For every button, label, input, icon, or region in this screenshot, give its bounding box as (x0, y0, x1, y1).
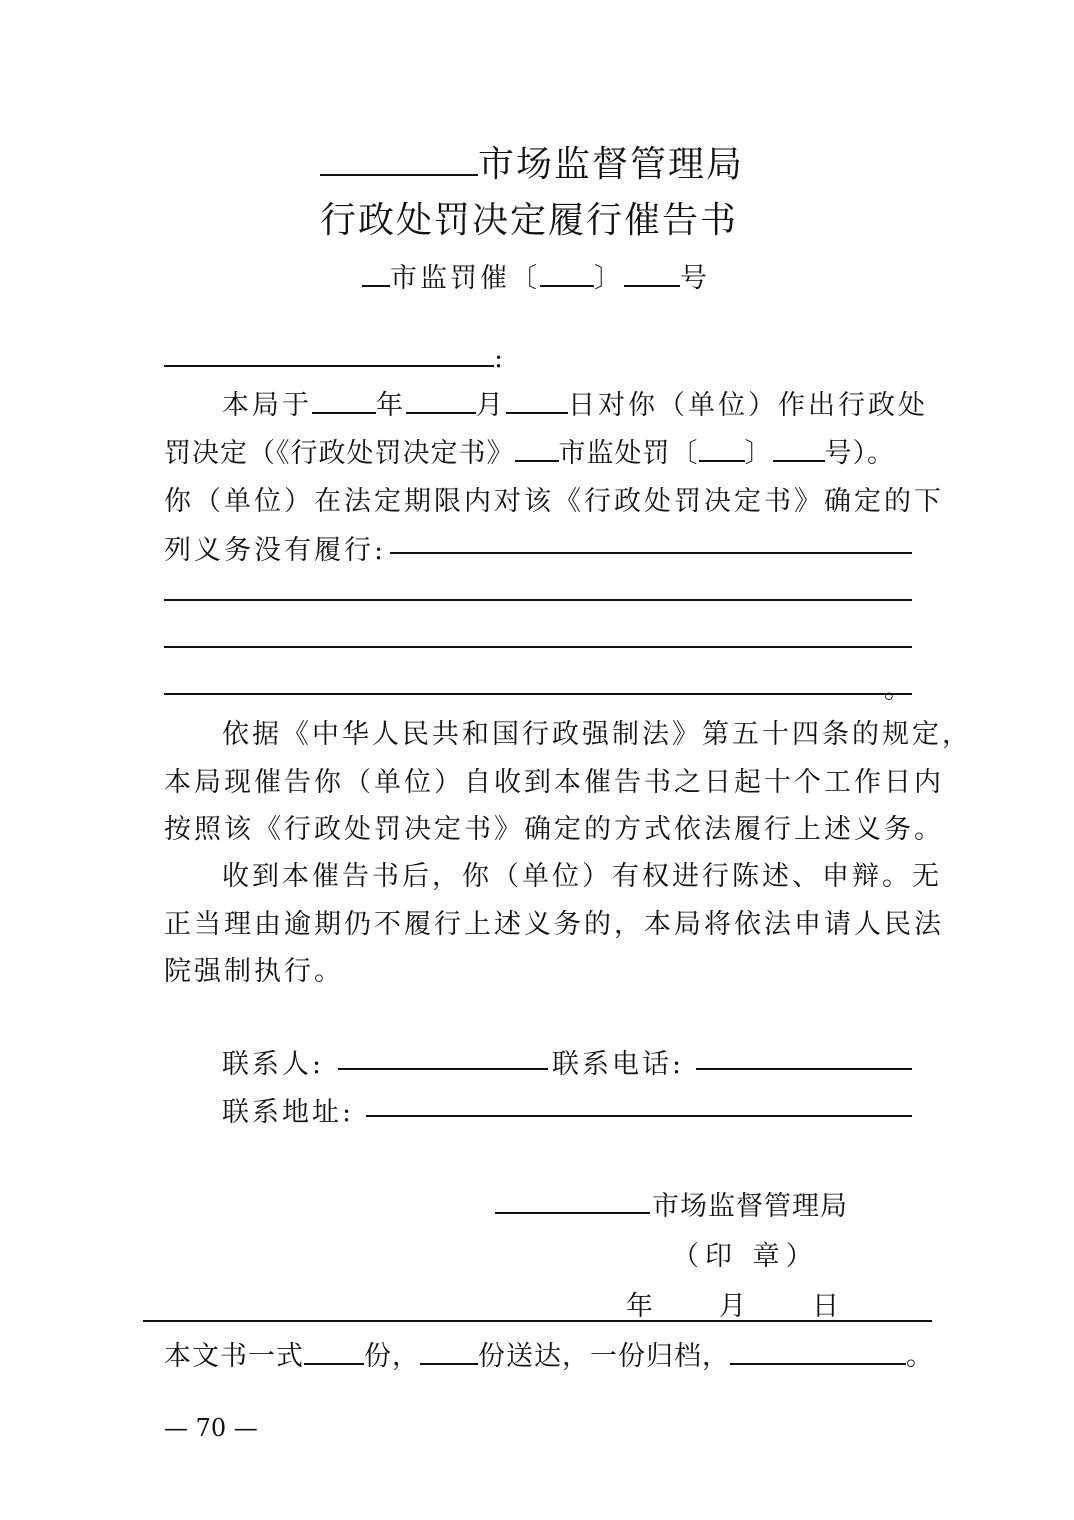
contact-address-label: 联系地址: (222, 1097, 355, 1128)
contact-phone-blank (696, 1068, 912, 1070)
footer-note: 本文书一式 份， 份送达，一份归档， 。 (164, 1334, 934, 1373)
paragraph2-line3: 按照该《行政处罚决定书》确定的方式依法履行上述义务。 (164, 814, 944, 845)
paragraph1-line2: 罚决定（《行政处罚决定书》 市监处罚〔 〕 号）。 (164, 431, 895, 470)
decision-year-blank (312, 385, 376, 414)
copies-served-blank (420, 1336, 478, 1365)
doc-number-part1: 市监罚催〔 (390, 263, 540, 294)
penalty-serial-blank (773, 433, 825, 462)
contact-person-label: 联系人: (222, 1049, 325, 1080)
recipient-colon: : (494, 343, 507, 374)
agency-title-line (320, 136, 744, 187)
copies-total-blank (304, 1336, 364, 1365)
paragraph2-line2: 本局现催告你（单位）自收到本催告书之日起十个工作日内 (164, 767, 944, 798)
recipient-line (164, 338, 506, 374)
agency-name-blank (320, 138, 478, 176)
contact-address-blank (366, 1115, 912, 1117)
paragraph3-line2: 正当理由逾期仍不履行上述义务的，本局将依法申请人民法 (164, 909, 944, 940)
penalty-prefix-blank (515, 433, 559, 462)
paragraph3-line3: 院强制执行。 (164, 956, 344, 987)
signature-date: 年 月 日 (626, 1291, 843, 1322)
obligation-blank-1 (390, 552, 912, 554)
paragraph1-line1: 本局于 年 月 日对你（单位）作出行政处 (222, 383, 928, 422)
document-number (362, 256, 710, 295)
decision-day-blank (506, 385, 568, 414)
page-number: — 70 — (164, 1414, 258, 1442)
doc-number-part2: 〕 (594, 263, 624, 294)
paragraph1-line3: 你（单位）在法定期限内对该《行政处罚决定书》确定的下 (164, 486, 944, 517)
paragraph1-line4: 列义务没有履行: (164, 535, 387, 566)
paragraph2-line1: 依据《中华人民共和国行政强制法》第五十四条的规定， (222, 719, 972, 750)
obligation-end-mark: 。 (884, 674, 914, 705)
doc-number-serial-blank (624, 258, 680, 287)
penalty-year-blank (699, 433, 745, 462)
contact-phone-label: 联系电话: (552, 1049, 685, 1080)
recipient-blank (164, 338, 494, 367)
contact-person-blank (338, 1068, 548, 1070)
doc-number-part3: 号 (680, 263, 710, 294)
agency-suffix: 市场监督管理局 (478, 144, 745, 185)
footer-remark-blank (730, 1336, 906, 1365)
footer-divider (143, 1320, 932, 1322)
seal-label: （印 章） (672, 1241, 819, 1272)
obligation-blank-3 (164, 646, 912, 648)
doc-number-year-blank (540, 258, 594, 287)
obligation-blank-4 (164, 693, 912, 695)
paragraph3-line1: 收到本催告书后，你（单位）有权进行陈述、申辩。无 (222, 861, 942, 892)
obligation-blank-2 (164, 599, 912, 601)
document-title: 行政处罚决定履行催告书 (320, 200, 739, 241)
decision-month-blank (406, 385, 476, 414)
signature-agency-suffix: 市场监督管理局 (652, 1191, 848, 1222)
doc-number-prefix-blank (362, 258, 390, 287)
signature-agency-blank (495, 1212, 650, 1214)
